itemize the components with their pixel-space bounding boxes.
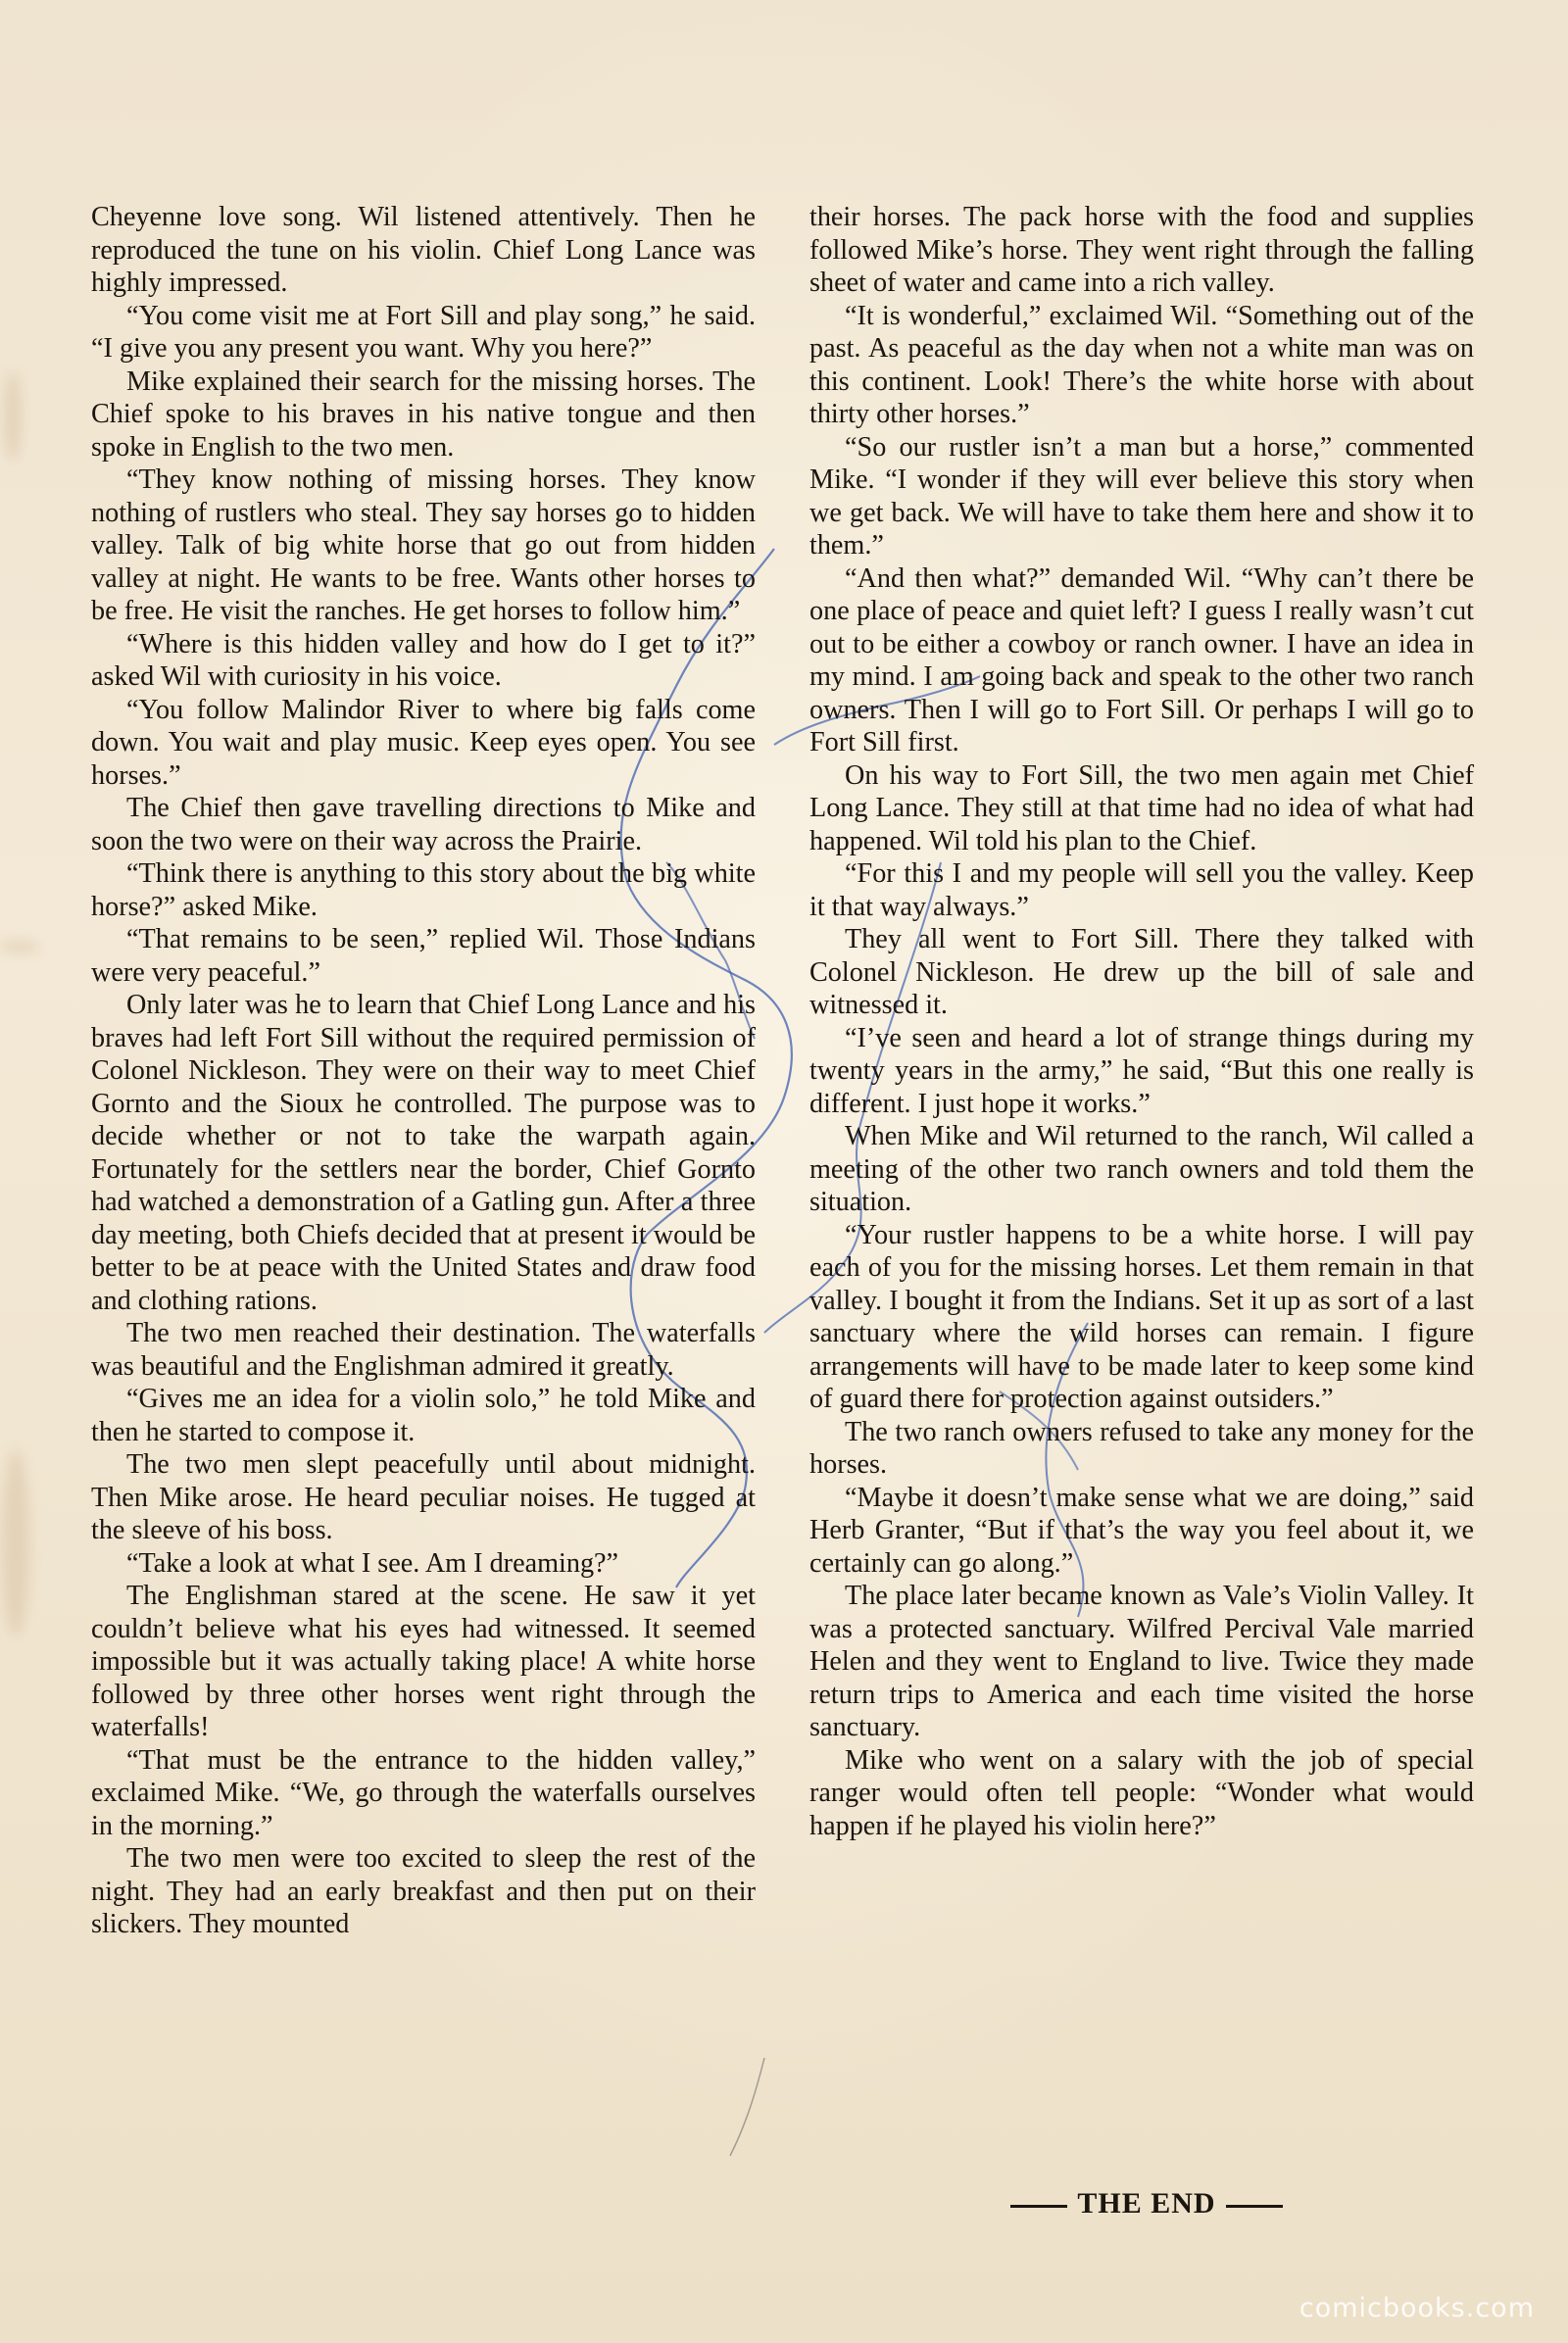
paper-stain bbox=[4, 372, 22, 461]
paragraph: Mike who went on a salary with the job of special ranger would often tell people: “Wonder what would happen if he played his violin here?” bbox=[809, 1744, 1474, 1841]
paragraph: “For this I and my people will sell you the valley. Keep it that way always.” bbox=[809, 858, 1474, 922]
paragraph: “Your rustler happens to be a white horse. I will pay each of you for the missing horses. Let them remain in that valley. I bought it from the Indians. Set it up as sort of a last sanctuary where the wild horses can remain. I figure arrangements will have to be made later to keep some kind of guard there for protection against outsiders.” bbox=[809, 1219, 1474, 1414]
paper-stain bbox=[2, 1450, 29, 1636]
paragraph: The two ranch owners refused to take any money for the horses. bbox=[809, 1416, 1474, 1480]
paragraph: Cheyenne love song. Wil listened attentively. Then he reproduced the tune on his violin. Chief Long Lance was highly impressed. bbox=[91, 202, 756, 298]
dash-divider bbox=[1226, 2205, 1283, 2208]
left-text-column bbox=[91, 201, 756, 1941]
paragraph: Only later was he to learn that Chief Long Lance and his braves had left Fort Sill without the required permission of Colonel Nickleson. They were on their way to meet Chief Gornto and the Sioux he controlled. The purpose was to decide whether or not to take the warpath again. Fortunately for the settlers near the border, Chief Gornto had watched a demonstration of a Gatling gun. After a three day meeting, both Chiefs decided that at present it would be better to be at peace with the United States and draw food and clothing rations. bbox=[91, 990, 756, 1316]
paragraph: “Maybe it doesn’t make sense what we are doing,” said Herb Granter, “But if that’s the way you feel about it, we certainly can go along.” bbox=[809, 1482, 1474, 1579]
the-end-marker bbox=[990, 2187, 1303, 2221]
paragraph: “You come visit me at Fort Sill and play song,” he said. “I give you any present you want. Why you here?” bbox=[91, 300, 756, 364]
paragraph: “You follow Malindor River to where big falls come down. You wait and play music. Keep eyes open. You see horses.” bbox=[91, 694, 756, 791]
paragraph: When Mike and Wil returned to the ranch, Wil called a meeting of the other two ranch owners and told them the situation. bbox=[809, 1121, 1474, 1217]
dash-divider bbox=[1010, 2205, 1067, 2208]
paragraph: “I’ve seen and heard a lot of strange things during my twenty years in the army,” he said, “But this one really is different. I just hope it works.” bbox=[809, 1022, 1474, 1119]
paragraph: The Chief then gave travelling directions to Mike and soon the two were on their way across the Prairie. bbox=[91, 793, 756, 856]
paragraph: The Englishman stared at the scene. He saw it yet couldn’t believe what his eyes had witnessed. It seemed impossible but it was actually taking place! A white horse followed by three other horses went right through the waterfalls! bbox=[91, 1581, 756, 1742]
paragraph: The two men were too excited to sleep the rest of the night. They had an early breakfast and then put on their slickers. They mounted bbox=[91, 1843, 756, 1939]
paragraph: “And then what?” demanded Wil. “Why can’t there be one place of peace and quiet left? I guess I really wasn’t cut out to be either a cowboy or ranch owner. I have an idea in my mind. I am going back and speak to the other two ranch owners. Then I will go to Fort Sill. Or perhaps I will go to Fort Sill first. bbox=[809, 562, 1474, 757]
paragraph: “So our rustler isn’t a man but a horse,” commented Mike. “I wonder if they will ever believe this story when we get back. We will have to take them here and show it to them.” bbox=[809, 431, 1474, 561]
the-end-text: THE END bbox=[1077, 2187, 1216, 2220]
paragraph: The place later became known as Vale’s Violin Valley. It was a protected sanctuary. Wilfred Percival Vale married Helen and they went to England to live. Twice they made return trips to America and each time visited the horse sanctuary. bbox=[809, 1581, 1474, 1742]
paragraph: “Think there is anything to this story about the big white horse?” asked Mike. bbox=[91, 858, 756, 922]
paragraph: their horses. The pack horse with the food and supplies followed Mike’s horse. They went right through the falling sheet of water and came into a rich valley. bbox=[809, 202, 1474, 298]
paper-stain bbox=[0, 941, 39, 952]
paragraph: The two men reached their destination. The waterfalls was beautiful and the Englishman admired it greatly. bbox=[91, 1318, 756, 1382]
paragraph: “That remains to be seen,” replied Wil. Those Indians were very peaceful.” bbox=[91, 924, 756, 988]
paragraph: “Take a look at what I see. Am I dreaming?” bbox=[126, 1547, 619, 1579]
paragraph: They all went to Fort Sill. There they talked with Colonel Nickleson. He drew up the bill of sale and witnessed it. bbox=[809, 924, 1474, 1020]
paragraph: On his way to Fort Sill, the two men again met Chief Long Lance. They still at that time had no idea of what had happened. Wil told his plan to the Chief. bbox=[809, 759, 1474, 856]
site-watermark: comicbooks.com bbox=[1298, 2293, 1535, 2323]
paragraph: Mike explained their search for the missing horses. The Chief spoke to his braves in his native tongue and then spoke in English to the two men. bbox=[91, 366, 756, 463]
right-text-column bbox=[809, 201, 1474, 1842]
paragraph: “That must be the entrance to the hidden valley,” exclaimed Mike. “We, go through the waterfalls ourselves in the morning.” bbox=[91, 1744, 756, 1841]
paragraph: “They know nothing of missing horses. They know nothing of rustlers who steal. They say horses go to hidden valley. Talk of big white horse that go out from hidden valley at night. He wants to be free. Wants other horses to be free. He visit the ranches. He get horses to follow him.” bbox=[91, 464, 756, 626]
paragraph: “Gives me an idea for a violin solo,” he told Mike and then he started to compose it. bbox=[91, 1384, 756, 1447]
paragraph: “Where is this hidden valley and how do I get to it?” asked Wil with curiosity in his voice. bbox=[91, 628, 756, 692]
paragraph: “It is wonderful,” exclaimed Wil. “Something out of the past. As peaceful as the day when not a white man was on this continent. Look! There’s the white horse with about thirty other horses.” bbox=[809, 300, 1474, 429]
paragraph: The two men slept peacefully until about midnight. Then Mike arose. He heard peculiar noises. He tugged at the sleeve of his boss. bbox=[91, 1449, 756, 1545]
